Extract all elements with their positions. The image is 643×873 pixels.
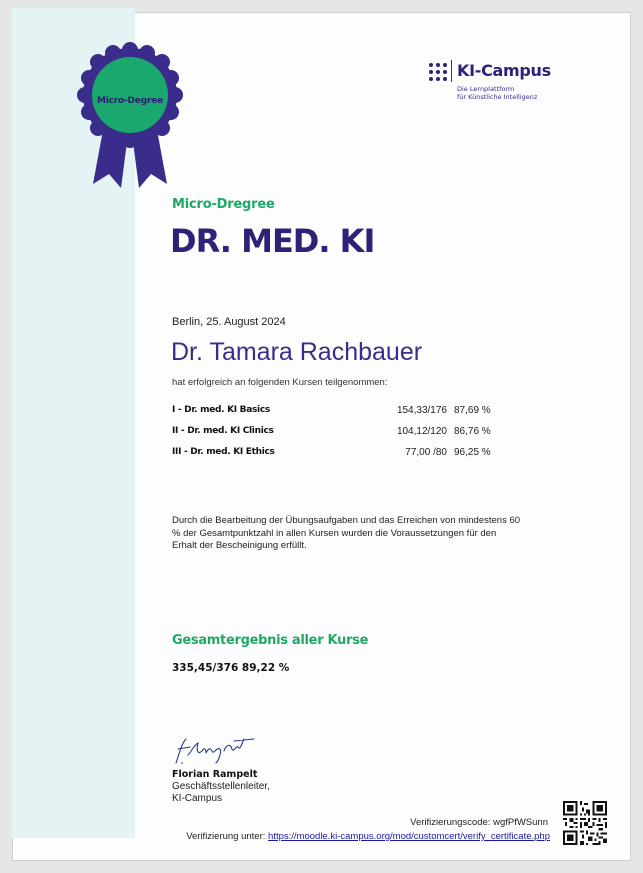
verification-code-line <box>410 817 548 828</box>
course-score: 154,33/176 <box>396 405 447 416</box>
total-heading: Gesamtergebnis aller Kurse <box>172 633 369 648</box>
ki-campus-logo <box>428 60 568 110</box>
micro-degree-rosette-icon <box>65 38 195 188</box>
dateline: Berlin, 25. August 2024 <box>172 316 286 328</box>
verification-link[interactable]: https://moodle.ki-campus.org/mod/customcert/verify_certificate.php <box>268 831 550 842</box>
logo-dots-icon <box>428 62 448 82</box>
signer-org: KI-Campus <box>172 793 223 804</box>
course-percent: 87,69 % <box>454 405 491 416</box>
course-name: I - Dr. med. KI Basics <box>172 405 270 415</box>
verification-url-label: Verifizierung unter: <box>186 831 266 842</box>
completion-statement: Durch die Bearbeitung der Übungsaufgaben und das Erreichen von mindestens 60 % der Gesamtpunktzahl in allen Kursen wurden die Voraussetzungen für den Erhalt der Bescheinigung erfüllt. <box>172 515 521 551</box>
course-name: III - Dr. med. KI Ethics <box>172 447 275 457</box>
intro-text: hat erfolgreich an folgenden Kursen teilgenommen: <box>172 377 388 388</box>
signature <box>172 733 262 769</box>
course-score: 77,00 /80 <box>405 447 447 458</box>
course-percent: 86,76 % <box>454 426 491 437</box>
certificate-title: DR. MED. KI <box>170 222 375 260</box>
course-row <box>172 405 542 426</box>
badge-label: Micro-Degree <box>97 96 163 106</box>
logo-tagline-1: Die Lernplattform <box>457 85 515 93</box>
course-percent: 96,25 % <box>454 447 491 458</box>
verification-code: wgfPfWSunn <box>493 817 548 828</box>
course-row <box>172 447 542 468</box>
qr-code-icon <box>563 801 607 845</box>
recipient-name: Dr. Tamara Rachbauer <box>171 338 423 366</box>
verification-url-line <box>186 831 550 842</box>
total-value: 335,45/376 89,22 % <box>172 662 290 674</box>
signer-role: Geschäftsstellenleiter, <box>172 781 270 792</box>
logo-name: KI-Campus <box>457 61 551 80</box>
course-name: II - Dr. med. KI Clinics <box>172 426 274 436</box>
course-row <box>172 426 542 447</box>
certificate-kicker: Micro-Dregree <box>172 197 275 212</box>
course-score: 104,12/120 <box>396 426 447 437</box>
logo-divider <box>451 60 452 82</box>
course-list <box>172 405 542 468</box>
signer-name: Florian Rampelt <box>172 769 258 780</box>
logo-tagline-2: für Künstliche Intelligenz <box>457 93 538 101</box>
verification-code-label: Verifizierungscode: <box>410 817 491 828</box>
